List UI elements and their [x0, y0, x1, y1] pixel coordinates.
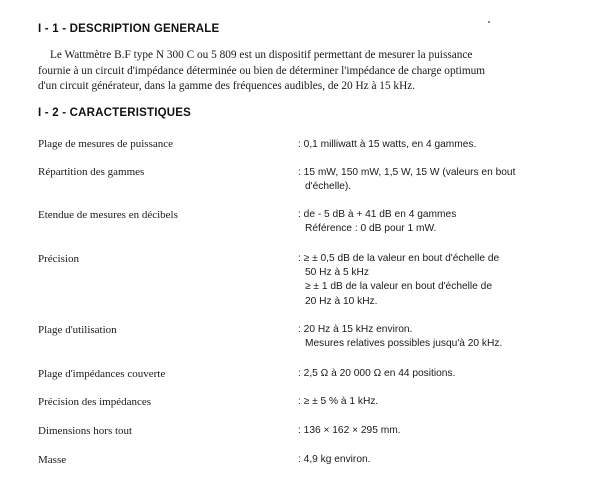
- paragraph-line: fournie à un circuit d'impédance déterminée ou bien de déterminer l'impédance de charge optimum: [38, 64, 486, 77]
- paragraph-line: Le Wattmètre B.F type N 300 C ou 5 809 est un dispositif permettant de mesurer la puissance: [50, 49, 473, 61]
- spec-label-dimensions: Dimensions hors tout: [38, 425, 133, 437]
- spec-value-line: : 136 × 162 × 295 mm.: [298, 425, 401, 436]
- scan-speck: [488, 21, 490, 23]
- spec-value-etendue-db: [298, 208, 568, 236]
- spec-value-line: : 15 mW, 150 mW, 1,5 W, 15 W (valeurs en bout: [298, 167, 516, 178]
- spec-value-plage-impedances: [298, 367, 568, 381]
- spec-value-line: : ≥ ± 0,5 dB de la valeur en bout d'échelle de: [298, 253, 500, 264]
- spec-value-line: d'échelle).: [305, 181, 352, 193]
- spec-value-line: 50 Hz à 5 kHz: [305, 267, 369, 279]
- spec-value-dimensions: [298, 424, 568, 438]
- spec-label-plage-puissance: Plage de mesures de puissance: [38, 138, 174, 150]
- spec-label-precision: Précision: [38, 253, 79, 265]
- spec-value-masse: [298, 453, 568, 467]
- description-paragraph: [38, 48, 570, 95]
- spec-value-precision: [298, 252, 568, 309]
- spec-value-line: : 4,9 kg environ.: [298, 454, 371, 465]
- spec-value-line: : ≥ ± 5 % à 1 kHz.: [298, 396, 379, 407]
- paragraph-line: d'un circuit générateur, dans la gamme des fréquences audibles, de 20 Hz à 15 kHz.: [38, 80, 416, 93]
- spec-label-repartition: Répartition des gammes: [38, 166, 145, 178]
- spec-value-plage-utilisation: [298, 323, 568, 351]
- spec-value-line: : 2,5 Ω à 20 000 Ω en 44 positions.: [298, 368, 456, 379]
- spec-value-line: Référence : 0 dB pour 1 mW.: [305, 223, 437, 235]
- spec-label-etendue-db: Etendue de mesures en décibels: [38, 209, 178, 221]
- spec-label-plage-utilisation: Plage d'utilisation: [38, 324, 117, 336]
- section-title-description: I - 1 - DESCRIPTION GENERALE: [38, 23, 220, 35]
- spec-label-plage-impedances: Plage d'impédances couverte: [38, 368, 166, 380]
- spec-value-line: Mesures relatives possibles jusqu'à 20 kHz.: [305, 338, 503, 350]
- spec-value-line: : 20 Hz à 15 kHz environ.: [298, 324, 413, 335]
- spec-value-line: : 0,1 milliwatt à 15 watts, en 4 gammes.: [298, 139, 477, 150]
- section-title-caracteristiques: I - 2 - CARACTERISTIQUES: [38, 107, 192, 119]
- spec-value-plage-puissance: [298, 138, 568, 152]
- spec-value-line: ≥ ± 1 dB de la valeur en bout d'échelle de: [305, 281, 493, 293]
- spec-value-line: : de - 5 dB à + 41 dB en 4 gammes: [298, 209, 457, 220]
- spec-label-precision-impedances: Précision des impédances: [38, 396, 152, 408]
- spec-value-line: 20 Hz à 10 kHz.: [305, 295, 378, 307]
- spec-label-masse: Masse: [38, 454, 67, 466]
- spec-value-repartition: [298, 166, 568, 194]
- spec-value-precision-impedances: [298, 395, 568, 409]
